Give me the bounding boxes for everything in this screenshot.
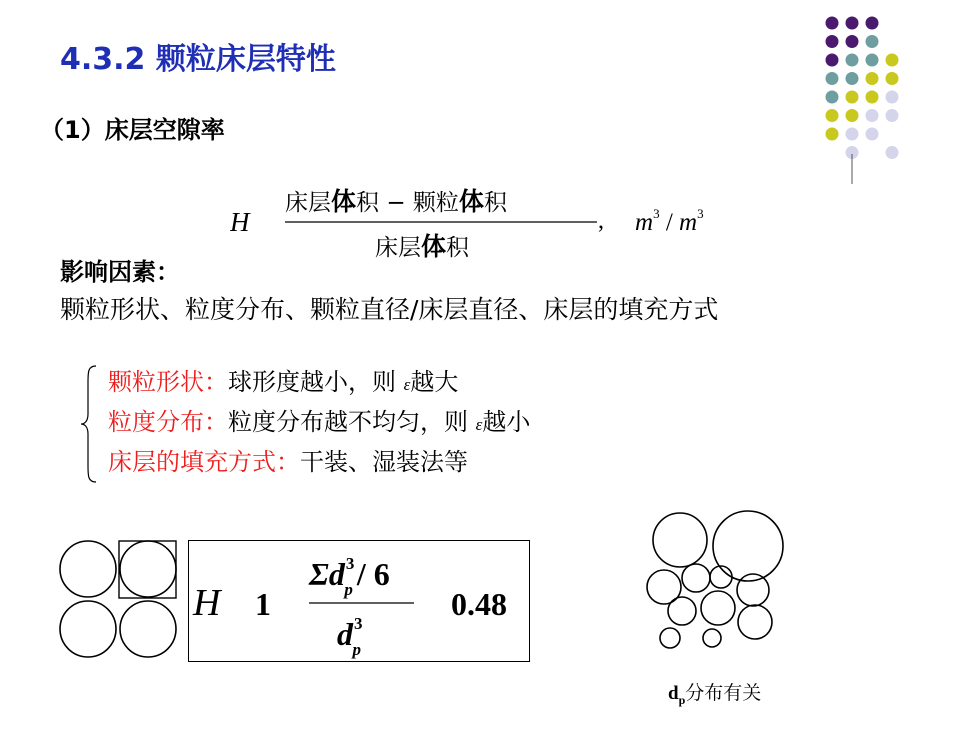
decorative-dot [846,128,859,141]
sphere-circle [120,541,176,597]
distribution-caption: $d_p$分布有关 [668,682,762,707]
porosity-definition-formula [230,178,790,268]
cubic-porosity-formula-box [188,540,530,662]
factors-heading: 影响因素： [60,258,180,286]
decorative-dot-pattern [820,14,920,184]
decorative-dot [826,109,839,122]
decorative-dot [846,35,859,48]
sphere-circle [701,591,735,625]
decorative-dot [866,91,879,104]
decorative-dot [826,35,839,48]
factor-label: 床层的填充方式： [108,448,300,476]
section-subtitle: （1）床层空隙率 [40,116,225,144]
decorative-dot [826,91,839,104]
sphere-circle [682,564,710,592]
decorative-dot [886,72,899,85]
sphere-circle [703,629,721,647]
decorative-dot [866,35,879,48]
formula-numerator: 床层体积 − 颗粒体积 [285,187,507,216]
decorative-dot [826,128,839,141]
random-packing-diagram [640,510,790,650]
left-brace [78,362,102,486]
decorative-dot [846,72,859,85]
decorative-dot [846,91,859,104]
decorative-dot [886,146,899,159]
page-title: 4.3.2 颗粒床层特性 [60,42,336,77]
factor-item-packing-method: 床层的填充方式：干装、湿装法等 [108,448,468,476]
formula-denominator: 床层体积 [375,232,470,261]
sphere-circle [653,513,707,567]
decorative-dot [846,17,859,30]
decorative-dot [846,54,859,67]
factors-list-text: 颗粒形状、粒度分布、颗粒直径/床层直径、床层的填充方式 [60,295,719,324]
epsilon-symbol: ε [475,415,483,434]
decorative-dot [866,54,879,67]
formula-lhs: H [230,207,250,237]
factor-label: 粒度分布： [108,408,228,436]
formula-unit: $m^3 / m^3$ [635,206,704,236]
formula-denominator: $d^3$ p [337,614,363,659]
decorative-dot [886,54,899,67]
epsilon-symbol: ε [403,375,411,394]
decorative-dot [886,109,899,122]
decorative-dot [866,17,879,30]
factor-item-shape: 颗粒形状：球形度越小，则 ε越大 [108,368,459,396]
sphere-circle [60,541,116,597]
factor-label: 颗粒形状： [108,368,228,396]
cubic-packing-diagram [58,538,180,660]
decorative-dot [866,128,879,141]
cubic-porosity-formula [189,541,529,661]
sphere-circle [668,597,696,625]
sphere-circle [713,511,783,581]
sphere-circle [660,628,680,648]
sphere-circle [737,574,769,606]
decorative-dot [826,54,839,67]
formula-lhs: H [193,582,221,624]
factor-item-size-distribution: 粒度分布：粒度分布越不均匀，则 ε越小 [108,408,531,436]
formula-one: 1 [255,586,271,622]
decorative-dot [866,72,879,85]
sphere-circle [60,601,116,657]
decorative-dot [866,109,879,122]
sphere-circle [120,601,176,657]
formula-comma: , [598,208,604,234]
decorative-dot [826,17,839,30]
formula-value: 0.48 [451,586,507,622]
decorative-dot [846,109,859,122]
formula-numerator: $\Sigma d^3$ p / 6 [309,554,390,599]
sphere-circle [738,605,772,639]
decorative-dot [886,91,899,104]
decorative-dot [826,72,839,85]
